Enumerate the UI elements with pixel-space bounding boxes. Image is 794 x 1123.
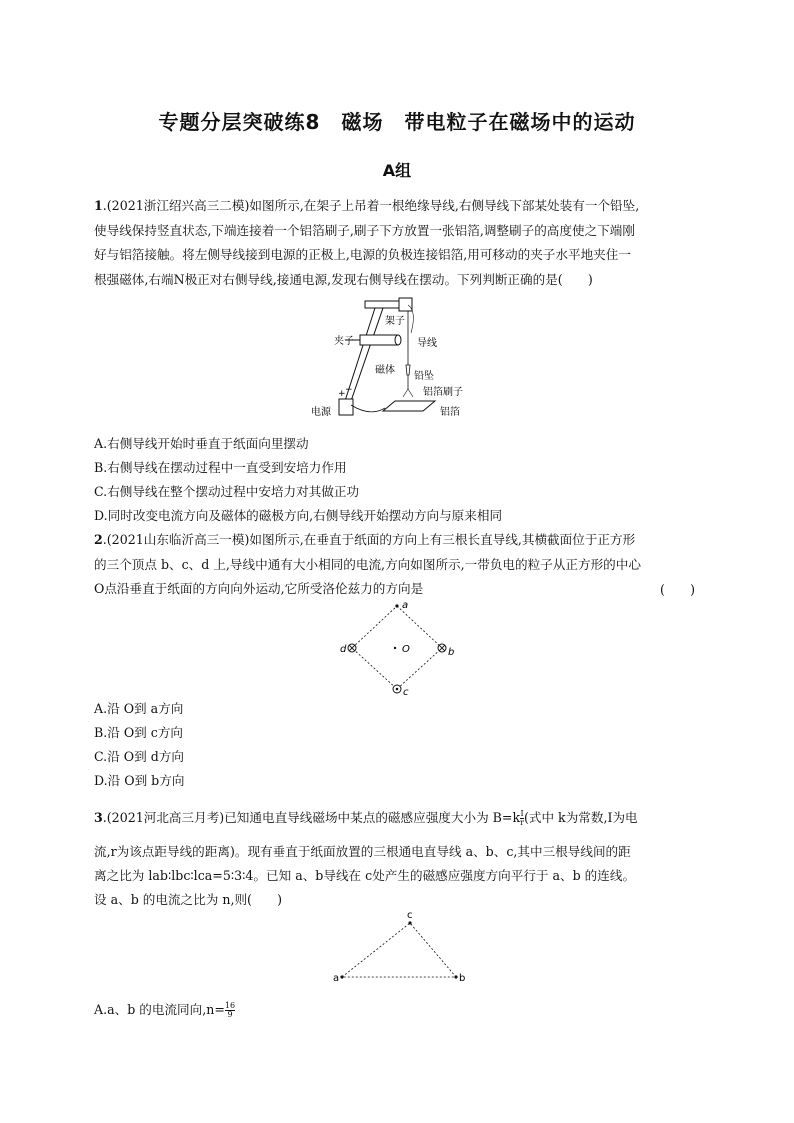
page-title: 专题分层突破练8 磁场 带电粒子在磁场中的运动: [158, 110, 636, 134]
q1-line-4: 根强磁体,右端N极正对右侧导线,接通电源,发现右侧导线在摆动。下列判断正确的是( ): [94, 271, 593, 287]
q1-label-wire: 导线: [417, 338, 437, 349]
q1-option-a[interactable]: A.右侧导线开始时垂直于纸面向里摆动: [94, 436, 309, 451]
group-heading: A组: [382, 161, 412, 180]
q2-square-figure: [335, 600, 460, 696]
q3-stem-line-2: 流,r为该点距导线的距离)。现有垂直于纸面放置的三根通电直导线 a、b、c,其中三根导线间的距: [94, 844, 631, 859]
q3-stem-line-1: 3.(2021河北高三月考)已知通电直导线磁场中某点的磁感应强度大小为 B=k $\frac{I}{r}$ (式中 k为常数,I为电: [94, 809, 638, 827]
q2-label-b: b: [448, 647, 455, 658]
q3-number: 3: [94, 810, 103, 825]
q1-option-b[interactable]: B.右侧导线在摆动过程中一直受到安培力作用: [94, 460, 347, 475]
q1-apparatus-figure: [305, 293, 505, 421]
q1-label-brush: 铝箔刷子: [423, 387, 463, 398]
q1-label-minus: −: [345, 385, 353, 395]
q2-option-a[interactable]: A.沿 O到 a方向: [94, 701, 184, 716]
q3-label-a: a: [333, 973, 340, 984]
q3-option-a[interactable]: A.a、b 的电流同向,n= $\frac{16}{9}$: [94, 1001, 236, 1019]
q2-stem: [94, 528, 704, 602]
q2-number: 2: [94, 532, 103, 547]
q2-line-3: O点沿垂直于纸面的方向向外运动,它所受洛伦兹力的方向是: [94, 581, 424, 596]
q1-line-1: 1.(2021浙江绍兴高三二模)如图所示,在架子上吊着一根绝缘导线,右侧导线下部某处装有一个铅坠,: [94, 198, 640, 213]
q3-triangle-figure: [330, 910, 465, 986]
q2-line-1: 2.(2021山东临沂高三一模)如图所示,在垂直于纸面的方向上有三根长直导线,其横截面位于正方形: [94, 532, 636, 547]
q1-label-plus: +: [338, 389, 346, 399]
q1-line-3: 好与铝箔接触。将左侧导线接到电源的正极上,电源的负极连接铝箔,用可移动的夹子水平地夹住一: [94, 247, 631, 262]
q1-number: 1: [94, 198, 103, 213]
q2-label-o: O: [402, 644, 410, 655]
q1-stem: [94, 194, 704, 292]
q1-label-foil: 铝箔: [440, 407, 460, 418]
q1-option-d[interactable]: D.同时改变电流方向及磁体的磁极方向,右侧导线开始摆动方向与原来相同: [94, 508, 503, 523]
q1-label-clip: 夹子: [334, 336, 354, 347]
q2-label-d: d: [340, 644, 347, 655]
q3-label-b: b: [459, 973, 465, 984]
q2-label-a: a: [402, 600, 409, 611]
q1-line-2: 使导线保持竖直状态,下端连接着一个铝箔刷子,刷子下方放置一张铝箔,调整刷子的高度使之下端刚: [94, 222, 635, 238]
q2-option-b[interactable]: B.沿 O到 c方向: [94, 725, 184, 740]
q1-label-weight: 铅坠: [414, 371, 434, 382]
q1-label-frame: 架子: [385, 316, 405, 327]
q2-label-c: c: [403, 687, 409, 696]
q3-formula-fraction: $\frac{I}{r}$: [520, 809, 524, 827]
q1-label-power: 电源: [311, 407, 331, 418]
q1-label-magnet: 磁体: [375, 365, 395, 376]
q3-stem-line-4: 设 a、b 的电流之比为 n,则( ): [94, 892, 283, 907]
q3-option-a-fraction: $\frac{16}{9}$: [224, 1001, 236, 1019]
q2-option-c[interactable]: C.沿 O到 d方向: [94, 749, 184, 764]
q2-option-d[interactable]: D.沿 O到 b方向: [94, 773, 185, 788]
q2-answer-paren: ( ): [660, 582, 696, 597]
q3-label-c: c: [407, 910, 413, 921]
q2-line-2: 的三个顶点 b、c、d 上,导线中通有大小相同的电流,方向如图所示,一带负电的粒子从正方形的中心: [94, 556, 641, 572]
q1-option-c[interactable]: C.右侧导线在整个摆动过程中安培力对其做正功: [94, 484, 360, 499]
q3-stem-line-3: 离之比为 lab∶lbc∶lca=5∶3∶4。已知 a、b导线在 c处产生的磁感应强度方向平行于 a、b 的连线。: [94, 868, 636, 883]
